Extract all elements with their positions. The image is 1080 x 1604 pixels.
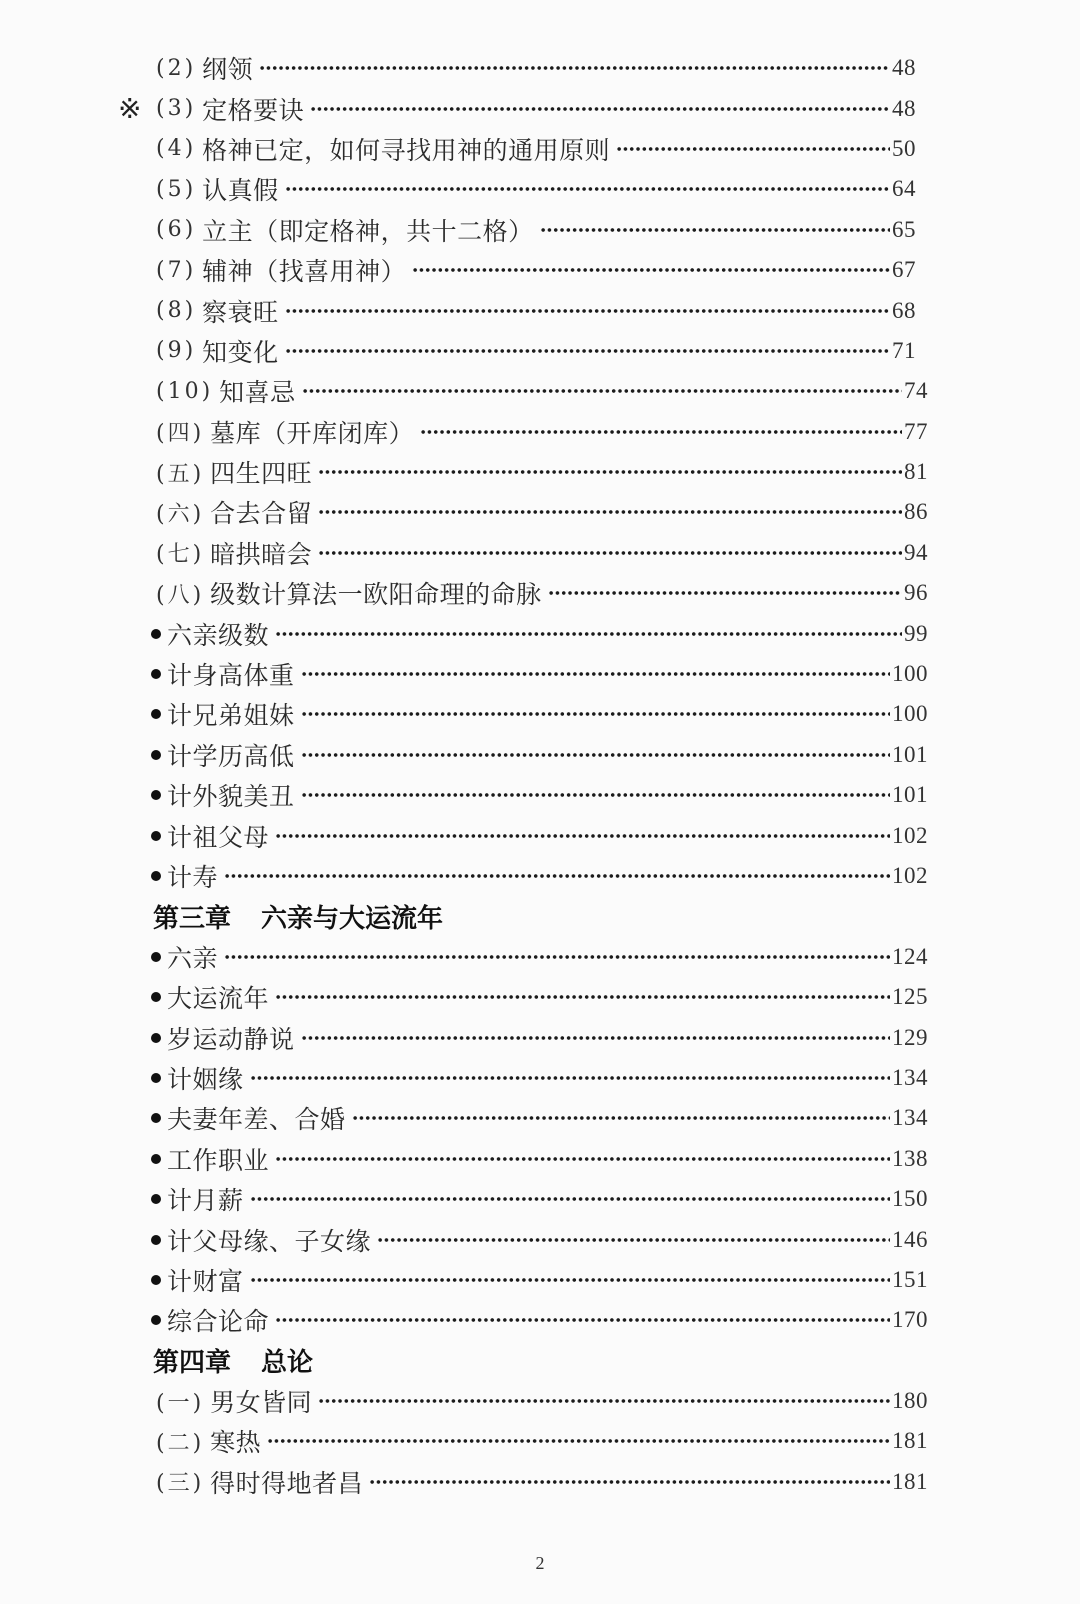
dot-leader xyxy=(267,1439,890,1443)
entry-page-number: 64 xyxy=(892,176,916,202)
dot-leader xyxy=(275,834,890,838)
entry-page-number: 151 xyxy=(892,1266,928,1292)
entry-title: 得时得地者昌 xyxy=(210,1468,364,1498)
dot-leader xyxy=(352,1116,890,1120)
dot-leader xyxy=(616,147,890,151)
toc-entry xyxy=(0,1381,928,1421)
entry-page-number: 71 xyxy=(892,337,916,363)
bullet-icon xyxy=(151,831,161,841)
toc-entry xyxy=(0,815,928,855)
toc-entry xyxy=(0,1219,928,1259)
toc-entry xyxy=(0,48,916,88)
chapter-heading xyxy=(0,896,1080,936)
toc-entry xyxy=(0,331,916,371)
dot-leader xyxy=(275,1157,890,1161)
toc-entry xyxy=(0,654,928,694)
toc-entry xyxy=(0,371,928,411)
entry-page-number: 86 xyxy=(904,499,928,525)
dot-leader xyxy=(377,1238,890,1242)
entry-title: 计财富 xyxy=(167,1266,244,1296)
entry-page-number: 129 xyxy=(892,1024,928,1050)
dot-leader xyxy=(275,632,902,636)
dot-leader xyxy=(318,551,902,555)
toc-entry xyxy=(0,1017,928,1057)
chapter-name: 六亲与大运流年 xyxy=(261,903,444,934)
entry-title: 大运流年 xyxy=(167,984,270,1014)
entry-number: (六) xyxy=(156,501,205,527)
toc-entry xyxy=(0,210,916,250)
toc-entry xyxy=(0,1139,928,1179)
entry-page-number: 124 xyxy=(892,943,928,969)
chapter-number: 第三章 xyxy=(153,903,232,934)
bullet-icon xyxy=(151,952,161,962)
reference-mark-icon: ※ xyxy=(118,91,142,125)
dot-leader xyxy=(318,510,902,514)
dot-leader xyxy=(285,349,890,353)
entry-title: 四生四旺 xyxy=(210,459,313,489)
bullet-icon xyxy=(151,669,161,679)
bullet-icon xyxy=(151,629,161,639)
entry-title: 纲领 xyxy=(202,55,254,85)
toc-entry xyxy=(0,533,928,573)
entry-title: 夫妻年差、合婚 xyxy=(167,1105,346,1135)
toc-entry xyxy=(0,735,928,775)
toc-entry xyxy=(0,1421,928,1461)
entry-title: 计祖父母 xyxy=(167,822,270,852)
entry-page-number: 81 xyxy=(904,459,928,485)
entry-number: (2) xyxy=(156,55,197,81)
entry-page-number: 74 xyxy=(904,378,928,404)
entry-title: 寒热 xyxy=(210,1428,262,1458)
entry-page-number: 48 xyxy=(892,95,916,121)
toc-entry xyxy=(0,573,928,613)
entry-title: 计学历高低 xyxy=(167,741,295,771)
dot-leader xyxy=(369,1480,890,1484)
bullet-icon xyxy=(151,709,161,719)
entry-title: 六亲级数 xyxy=(167,620,270,650)
entry-number: (三) xyxy=(156,1471,205,1497)
entry-number: (一) xyxy=(156,1390,205,1416)
chapter-title xyxy=(153,1342,313,1379)
toc-entry xyxy=(0,88,916,128)
entry-title: 级数计算法一欧阳命理的命脉 xyxy=(210,580,542,610)
entry-number: (7) xyxy=(156,257,197,283)
toc-entry xyxy=(0,412,928,452)
toc-entry xyxy=(0,1058,928,1098)
dot-leader xyxy=(318,470,902,474)
dot-leader xyxy=(301,1036,890,1040)
entry-page-number: 180 xyxy=(892,1388,928,1414)
entry-title: 计身高体重 xyxy=(167,661,295,691)
entry-page-number: 125 xyxy=(892,984,928,1010)
toc-entry xyxy=(0,856,928,896)
dot-leader xyxy=(224,874,890,878)
entry-page-number: 77 xyxy=(904,418,928,444)
toc-entry xyxy=(0,1098,928,1138)
dot-leader xyxy=(275,1318,890,1322)
entry-number: (四) xyxy=(156,421,205,447)
entry-title: 计父母缘、子女缘 xyxy=(167,1226,372,1256)
entry-number: (9) xyxy=(156,338,197,364)
entry-page-number: 134 xyxy=(892,1064,928,1090)
bullet-icon xyxy=(151,992,161,1002)
toc-entry xyxy=(0,1462,928,1502)
entry-number: (二) xyxy=(156,1430,205,1456)
bullet-icon xyxy=(151,1235,161,1245)
chapter-title xyxy=(153,898,443,935)
entry-page-number: 50 xyxy=(892,135,916,161)
entry-page-number: 134 xyxy=(892,1105,928,1131)
toc-entry xyxy=(0,1179,928,1219)
entry-title: 辅神（找喜用神） xyxy=(202,257,407,287)
bullet-icon xyxy=(151,1154,161,1164)
entry-number: (4) xyxy=(156,136,197,162)
entry-title: 合去合留 xyxy=(210,499,313,529)
entry-title: 知变化 xyxy=(202,337,279,367)
dot-leader xyxy=(285,309,890,313)
entry-page-number: 146 xyxy=(892,1226,928,1252)
dot-leader xyxy=(420,430,902,434)
chapter-number: 第四章 xyxy=(153,1348,232,1379)
entry-page-number: 99 xyxy=(904,620,928,646)
toc-entry xyxy=(0,613,928,653)
entry-page-number: 101 xyxy=(892,782,928,808)
bullet-icon xyxy=(151,1033,161,1043)
dot-leader xyxy=(301,793,890,797)
toc-entry xyxy=(0,1300,928,1340)
entry-page-number: 68 xyxy=(892,297,916,323)
toc-entry xyxy=(0,250,916,290)
toc-entry xyxy=(0,169,916,209)
chapter-name: 总论 xyxy=(261,1348,314,1379)
entry-page-number: 181 xyxy=(892,1468,928,1494)
dot-leader xyxy=(285,187,890,191)
entry-number: (3) xyxy=(156,96,197,122)
dot-leader xyxy=(250,1278,890,1282)
bullet-icon xyxy=(151,1275,161,1285)
entry-title: 格神已定，如何寻找用神的通用原则 xyxy=(202,135,611,165)
entry-title: 认真假 xyxy=(202,176,279,206)
dot-leader xyxy=(250,1197,890,1201)
entry-title: 岁运动静说 xyxy=(167,1024,295,1054)
toc-entry xyxy=(0,290,916,330)
entry-title: 综合论命 xyxy=(167,1307,270,1337)
toc-entry xyxy=(0,1260,928,1300)
entry-title: 计姻缘 xyxy=(167,1064,244,1094)
entry-page-number: 96 xyxy=(904,580,928,606)
dot-leader xyxy=(540,228,890,232)
entry-title: 计月薪 xyxy=(167,1186,244,1216)
entry-page-number: 94 xyxy=(904,539,928,565)
entry-number: (八) xyxy=(156,582,205,608)
entry-title: 定格要诀 xyxy=(202,95,305,125)
entry-page-number: 100 xyxy=(892,661,928,687)
entry-title: 墓库（开库闭库） xyxy=(210,418,415,448)
entry-title: 六亲 xyxy=(167,943,219,973)
entry-page-number: 102 xyxy=(892,863,928,888)
dot-leader xyxy=(412,268,890,272)
chapter-heading xyxy=(0,1341,1080,1381)
entry-page-number: 181 xyxy=(892,1428,928,1454)
entry-page-number: 170 xyxy=(892,1307,928,1333)
dot-leader xyxy=(224,955,890,959)
bullet-icon xyxy=(151,871,161,881)
dot-leader xyxy=(301,672,890,676)
dot-leader xyxy=(548,591,902,595)
toc-entry xyxy=(0,775,928,815)
bullet-icon xyxy=(151,1113,161,1123)
entry-number: (6) xyxy=(156,217,197,243)
page-number-footer: 2 xyxy=(535,1553,545,1573)
entry-page-number: 150 xyxy=(892,1186,928,1212)
entry-title: 计兄弟姐妹 xyxy=(167,701,295,731)
toc-entry xyxy=(0,129,916,169)
dot-leader xyxy=(259,66,890,70)
dot-leader xyxy=(301,712,890,716)
dot-leader xyxy=(310,107,890,111)
dot-leader xyxy=(318,1399,890,1403)
entry-page-number: 138 xyxy=(892,1145,928,1171)
entry-title: 察衰旺 xyxy=(202,297,279,327)
entry-number: (10) xyxy=(156,378,214,404)
dot-leader xyxy=(301,753,890,757)
dot-leader xyxy=(275,995,890,999)
entry-number: (七) xyxy=(156,542,205,568)
entry-title: 暗拱暗会 xyxy=(210,539,313,569)
table-of-contents xyxy=(0,48,1080,1502)
entry-page-number: 48 xyxy=(892,55,916,81)
toc-entry xyxy=(0,492,928,532)
entry-title: 男女皆同 xyxy=(210,1388,313,1418)
entry-number: (五) xyxy=(156,461,205,487)
entry-number: (5) xyxy=(156,176,197,202)
entry-title: 知喜忌 xyxy=(219,378,296,408)
bullet-icon xyxy=(151,790,161,800)
toc-entry xyxy=(0,977,928,1017)
dot-leader xyxy=(250,1076,890,1080)
toc-entry xyxy=(0,694,928,734)
entry-page-number: 101 xyxy=(892,741,928,767)
entry-title: 立主（即定格神，共十二格） xyxy=(202,216,534,246)
entry-page-number: 100 xyxy=(892,701,928,727)
toc-entry xyxy=(0,937,928,977)
entry-title: 计寿 xyxy=(167,863,219,892)
entry-page-number: 65 xyxy=(892,216,916,242)
entry-title: 计外貌美丑 xyxy=(167,782,295,812)
bullet-icon xyxy=(151,750,161,760)
entry-title: 工作职业 xyxy=(167,1145,270,1175)
bullet-icon xyxy=(151,1194,161,1204)
bullet-icon xyxy=(151,1073,161,1083)
entry-page-number: 67 xyxy=(892,257,916,283)
dot-leader xyxy=(302,389,902,393)
entry-number: (8) xyxy=(156,298,197,324)
toc-entry xyxy=(0,452,928,492)
entry-page-number: 102 xyxy=(892,822,928,848)
bullet-icon xyxy=(151,1315,161,1325)
